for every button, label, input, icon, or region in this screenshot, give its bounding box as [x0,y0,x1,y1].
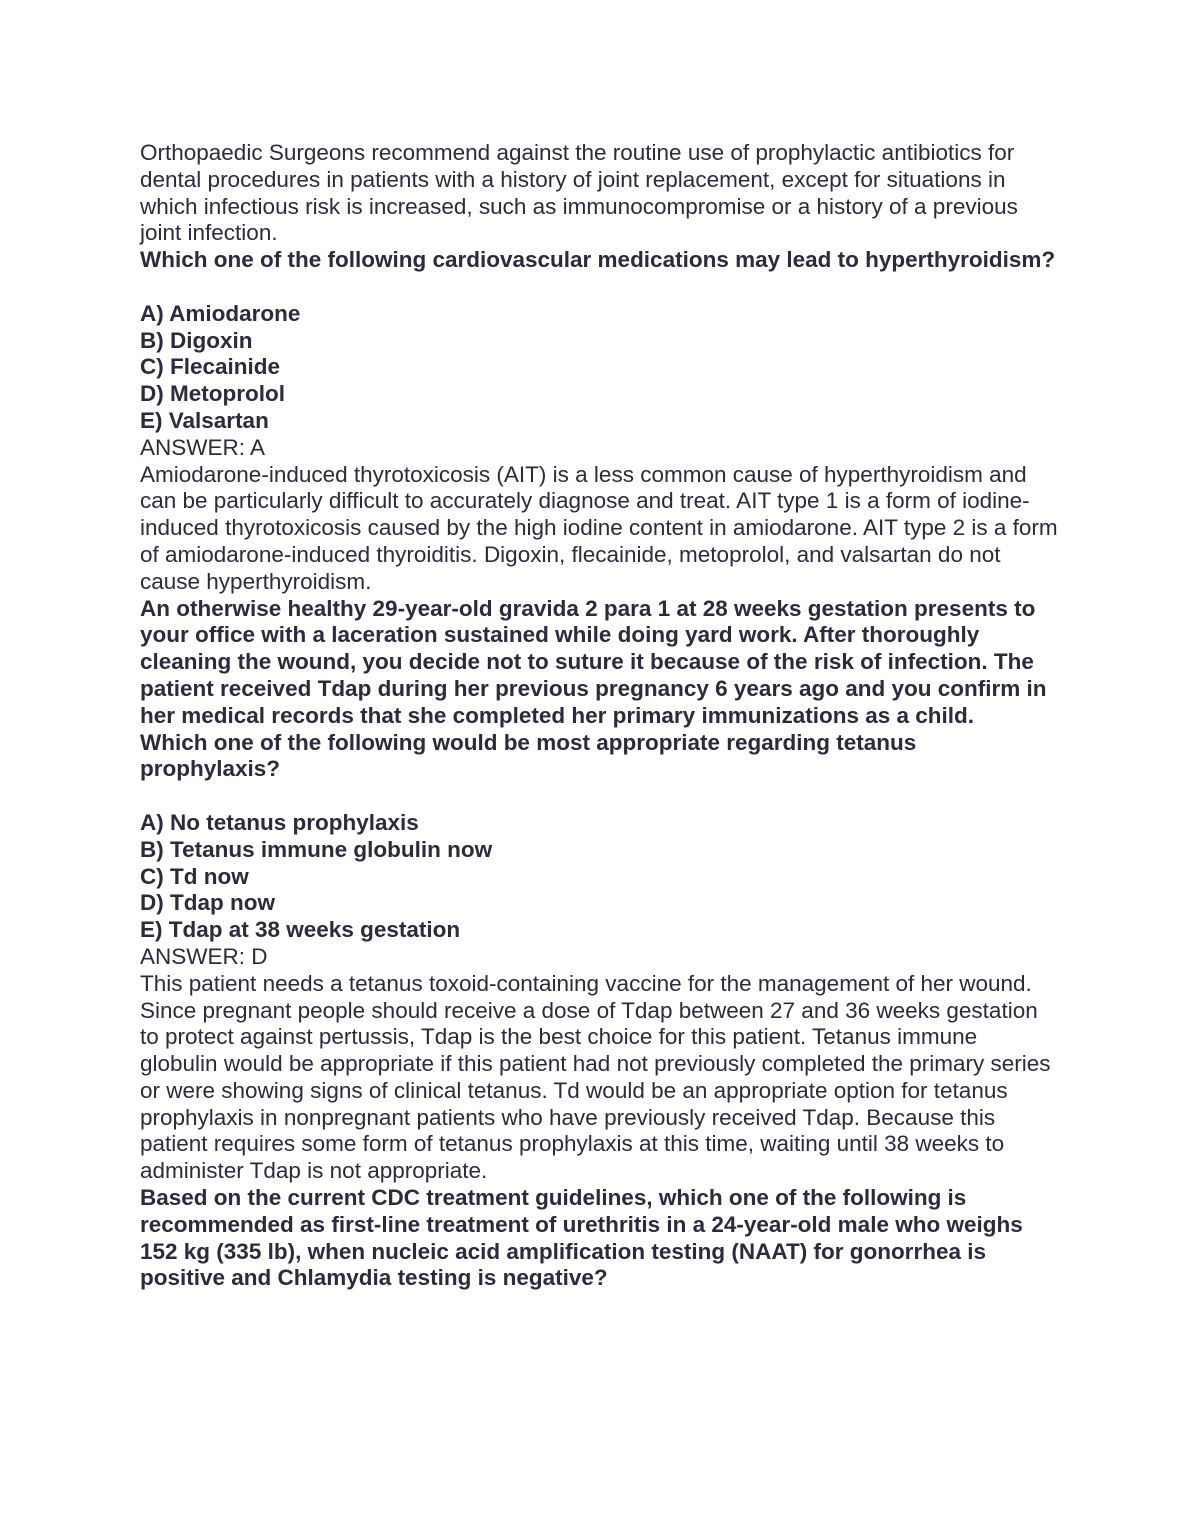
spacer [140,783,1060,810]
question-1-option-a: A) Amiodarone [140,300,301,326]
question-1-explanation: Amiodarone-induced thyrotoxicosis (AIT) is a less common cause of hyperthyroidism and can be particularly difficult to accurately diagnose and treat. AIT type 1 is a form of iodine-induced thyrotoxicosis caused by the high iodine content in amiodarone. AIT type 2 is a form of amiodarone-induced thyroiditis. Digoxin, flecainide, metoprolol, and valsartan do not cause hyperthyroidism. [140,461,1058,594]
intro-paragraph: Orthopaedic Surgeons recommend against the routine use of prophylactic antibiotics for dental procedures in patients with a history of joint replacement, except for situations in which infectious risk is increased, such as immunocompromise or a history of a previous joint infection. [140,140,1018,246]
question-1-option-b: B) Digoxin [140,327,253,353]
question-1-option-d: D) Metoprolol [140,381,285,407]
question-2-option-c: C) Td now [140,863,249,889]
document-page [140,140,1060,1292]
question-3-stem: Based on the current CDC treatment guidelines, which one of the following is recommended as first-line treatment of urethritis in a 24-year-old male who weighs 152 kg (335 lb), when nucleic acid amplification testing (NAAT) for gonorrhea is positive and Chlamydia testing is negative? [140,1185,1023,1291]
question-2-option-a: A) No tetanus prophylaxis [140,809,419,835]
spacer [140,274,1060,301]
question-2-option-d: D) Tdap now [140,890,275,916]
question-2-answer: ANSWER: D [140,943,268,969]
question-2-option-b: B) Tetanus immune globulin now [140,836,493,862]
question-1-option-c: C) Flecainide [140,354,281,380]
question-1-text: Which one of the following cardiovascular medications may lead to hyperthyroidism? [140,247,1056,273]
question-2-explanation: This patient needs a tetanus toxoid-containing vaccine for the management of her wound. Since pregnant people should receive a dose of Tdap between 27 and 36 weeks gestation to protect against pertussis, Tdap is the best choice for this patient. Tetanus immune globulin would be appropriate if this patient had not previously completed the primary series or were showing signs of clinical tetanus. Td would be an appropriate option for tetanus prophylaxis in nonpregnant patients who have previously received Tdap. Because this patient requires some form of tetanus prophylaxis at this time, waiting until 38 weeks to administer Tdap is not appropriate. [140,970,1051,1184]
question-2-stem: An otherwise healthy 29-year-old gravida 2 para 1 at 28 weeks gestation presents to your office with a laceration sustained while doing yard work. After thoroughly cleaning the wound, you decide not to suture it because of the risk of infection. The patient received Tdap during her previous pregnancy 6 years ago and you confirm in her medical records that she completed her primary immunizations as a child. [140,595,1047,728]
question-1-option-e: E) Valsartan [140,407,269,433]
question-1-answer: ANSWER: A [140,434,266,460]
question-2-text: Which one of the following would be most appropriate regarding tetanus prophylaxis? [140,729,917,782]
question-2-option-e: E) Tdap at 38 weeks gestation [140,917,461,943]
